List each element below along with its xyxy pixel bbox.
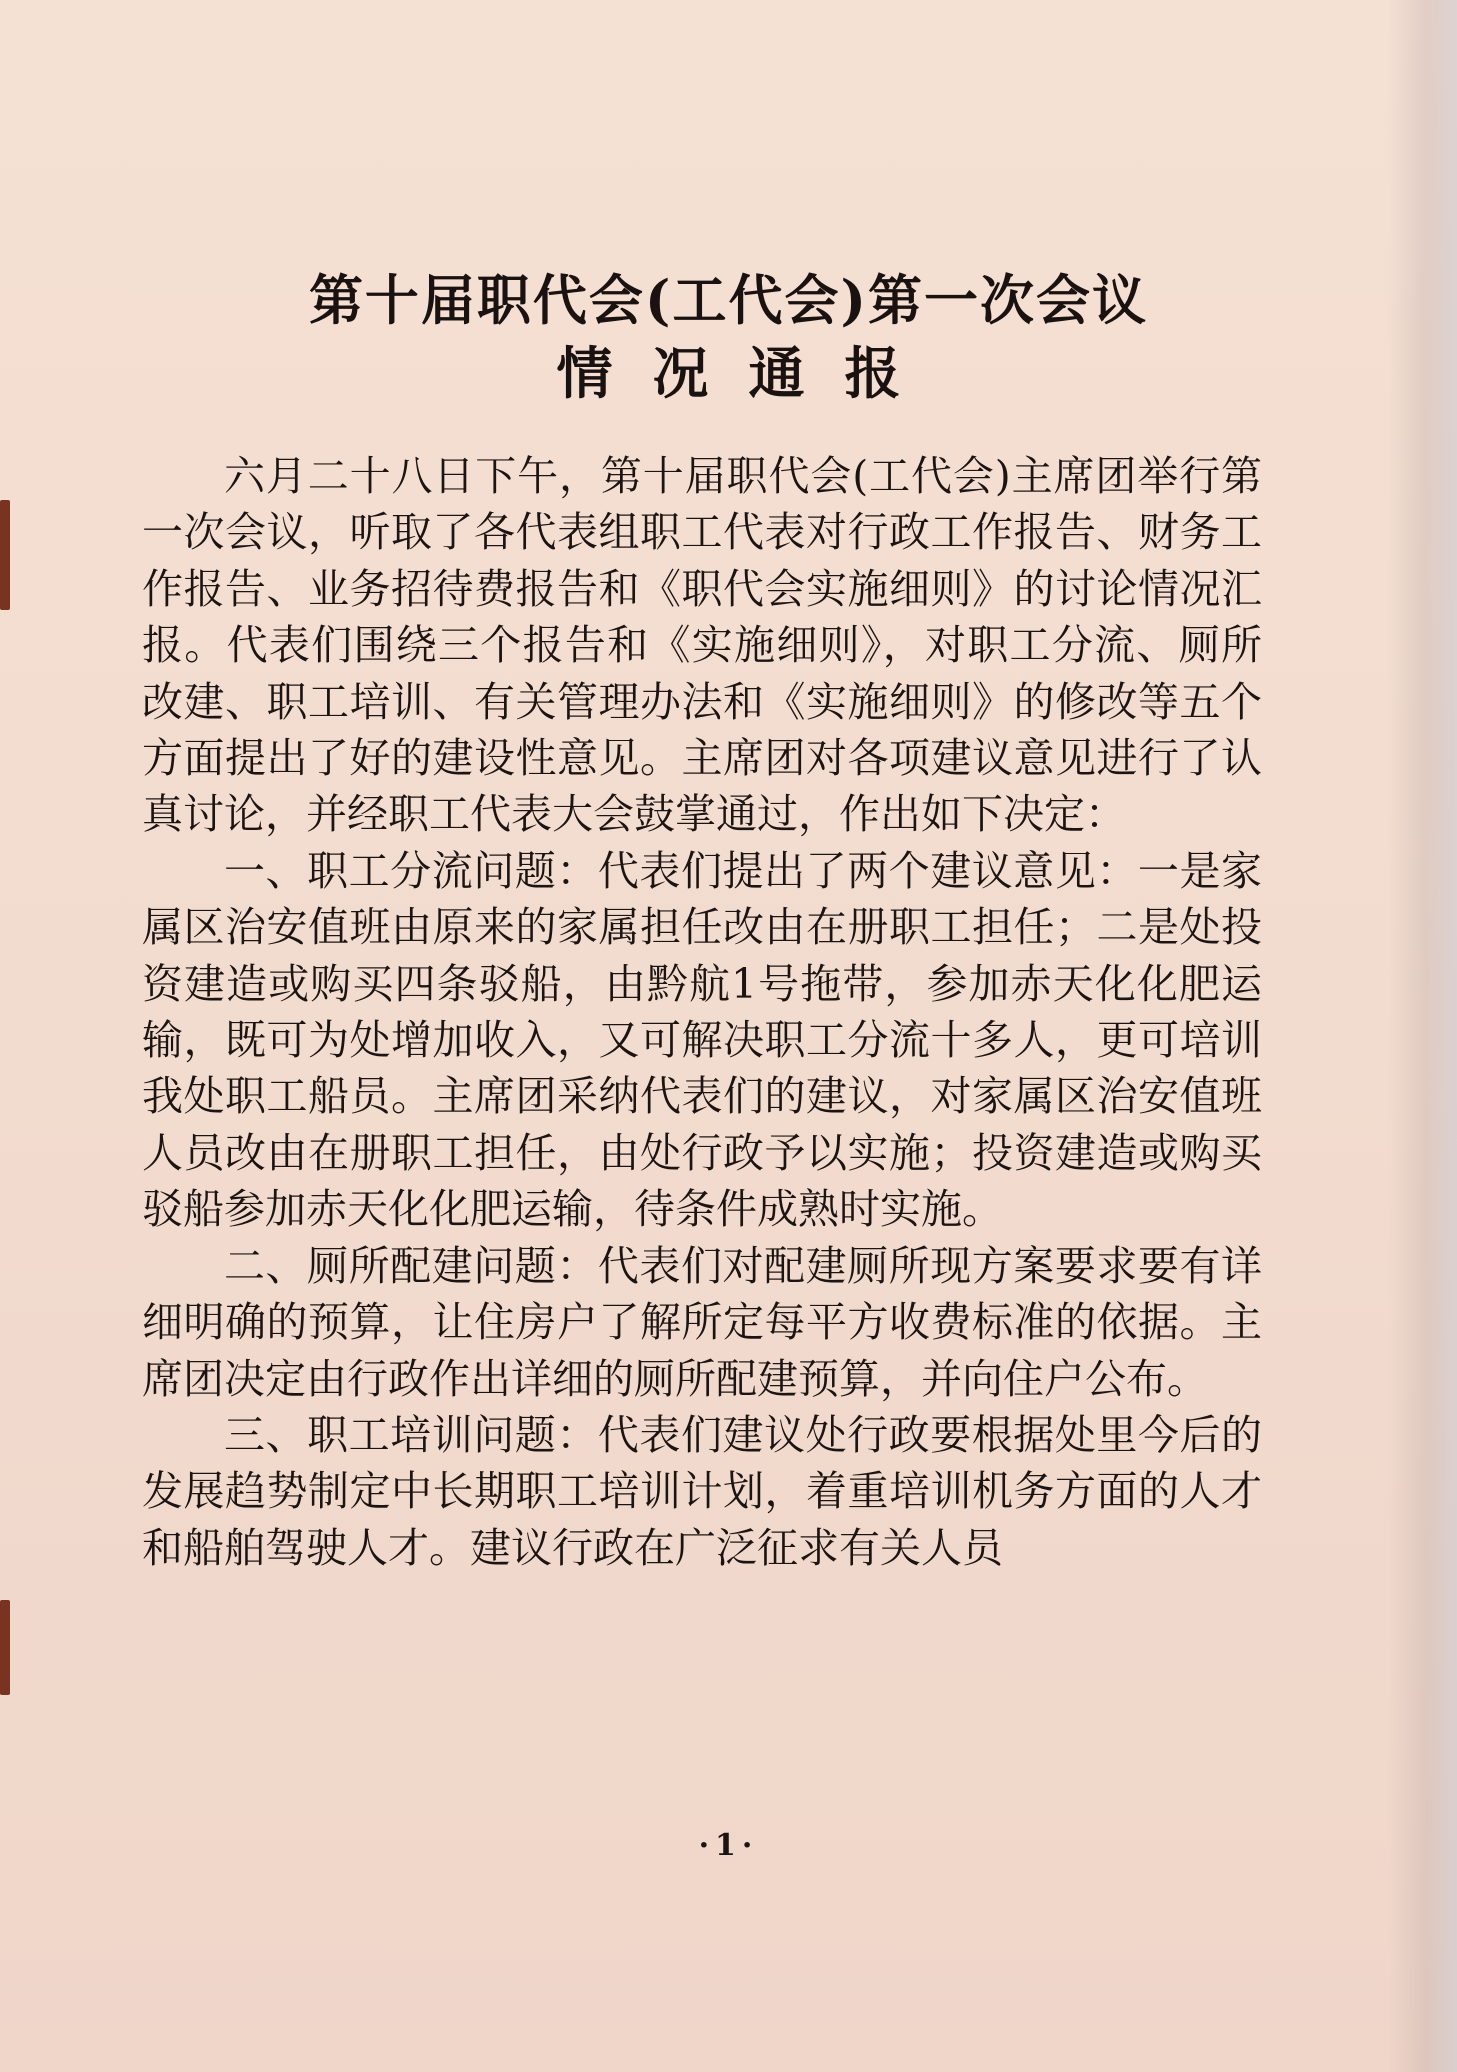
document-subtitle: 情况通报 [556, 341, 941, 407]
document-title: 第十届职代会(工代会)第一次会议 [308, 268, 1149, 332]
binding-stain-bottom [0, 1600, 10, 1695]
document-body [142, 448, 1262, 1576]
paragraph-staff-training: 三、职工培训问题：代表们建议处行政要根据处里今后的发展趋势制定中长期职工培训计划，着重培训机务方面的人才和船舶驾驶人才。建议行政在广泛征求有关人员 [142, 1410, 1262, 1572]
paragraph-staff-diversion: 一、职工分流问题：代表们提出了两个建议意见：一是家属区治安值班由原来的家属担任改由在册职工担任；二是处投资建造或购买四条驳船，由黔航1号拖带，参加赤天化化肥运输，既可为处增加收入，又可解决职工分流十多人，更可培训我处职工船员。主席团采纳代表们的建议，对家属区治安值班人员改由在册职工担任，由处行政予以实施；投资建造或购买驳船参加赤天化化肥运输，待条件成熟时实施。 [142, 846, 1262, 1234]
paragraph-toilet-construction: 二、厕所配建问题：代表们对配建厕所现方案要求要有详细明确的预算，让住房户了解所定每平方收费标准的依据。主席团决定由行政作出详细的厕所配建预算，并向住户公布。 [142, 1241, 1262, 1403]
paragraph-intro: 六月二十八日下午，第十届职代会(工代会)主席团举行第一次会议，听取了各代表组职工代表对行政工作报告、财务工作报告、业务招待费报告和《职代会实施细则》的讨论情况汇报。代表们围绕三个报告和《实施细则》，对职工分流、厕所改建、职工培训、有关管理办法和《实施细则》的修改等五个方面提出了好的建设性意见。主席团对各项建议意见进行了认真讨论，并经职工代表大会鼓掌通过，作出如下决定： [142, 452, 1262, 839]
page-number: ·1· [698, 1828, 759, 1863]
binding-stain-top [0, 500, 10, 610]
